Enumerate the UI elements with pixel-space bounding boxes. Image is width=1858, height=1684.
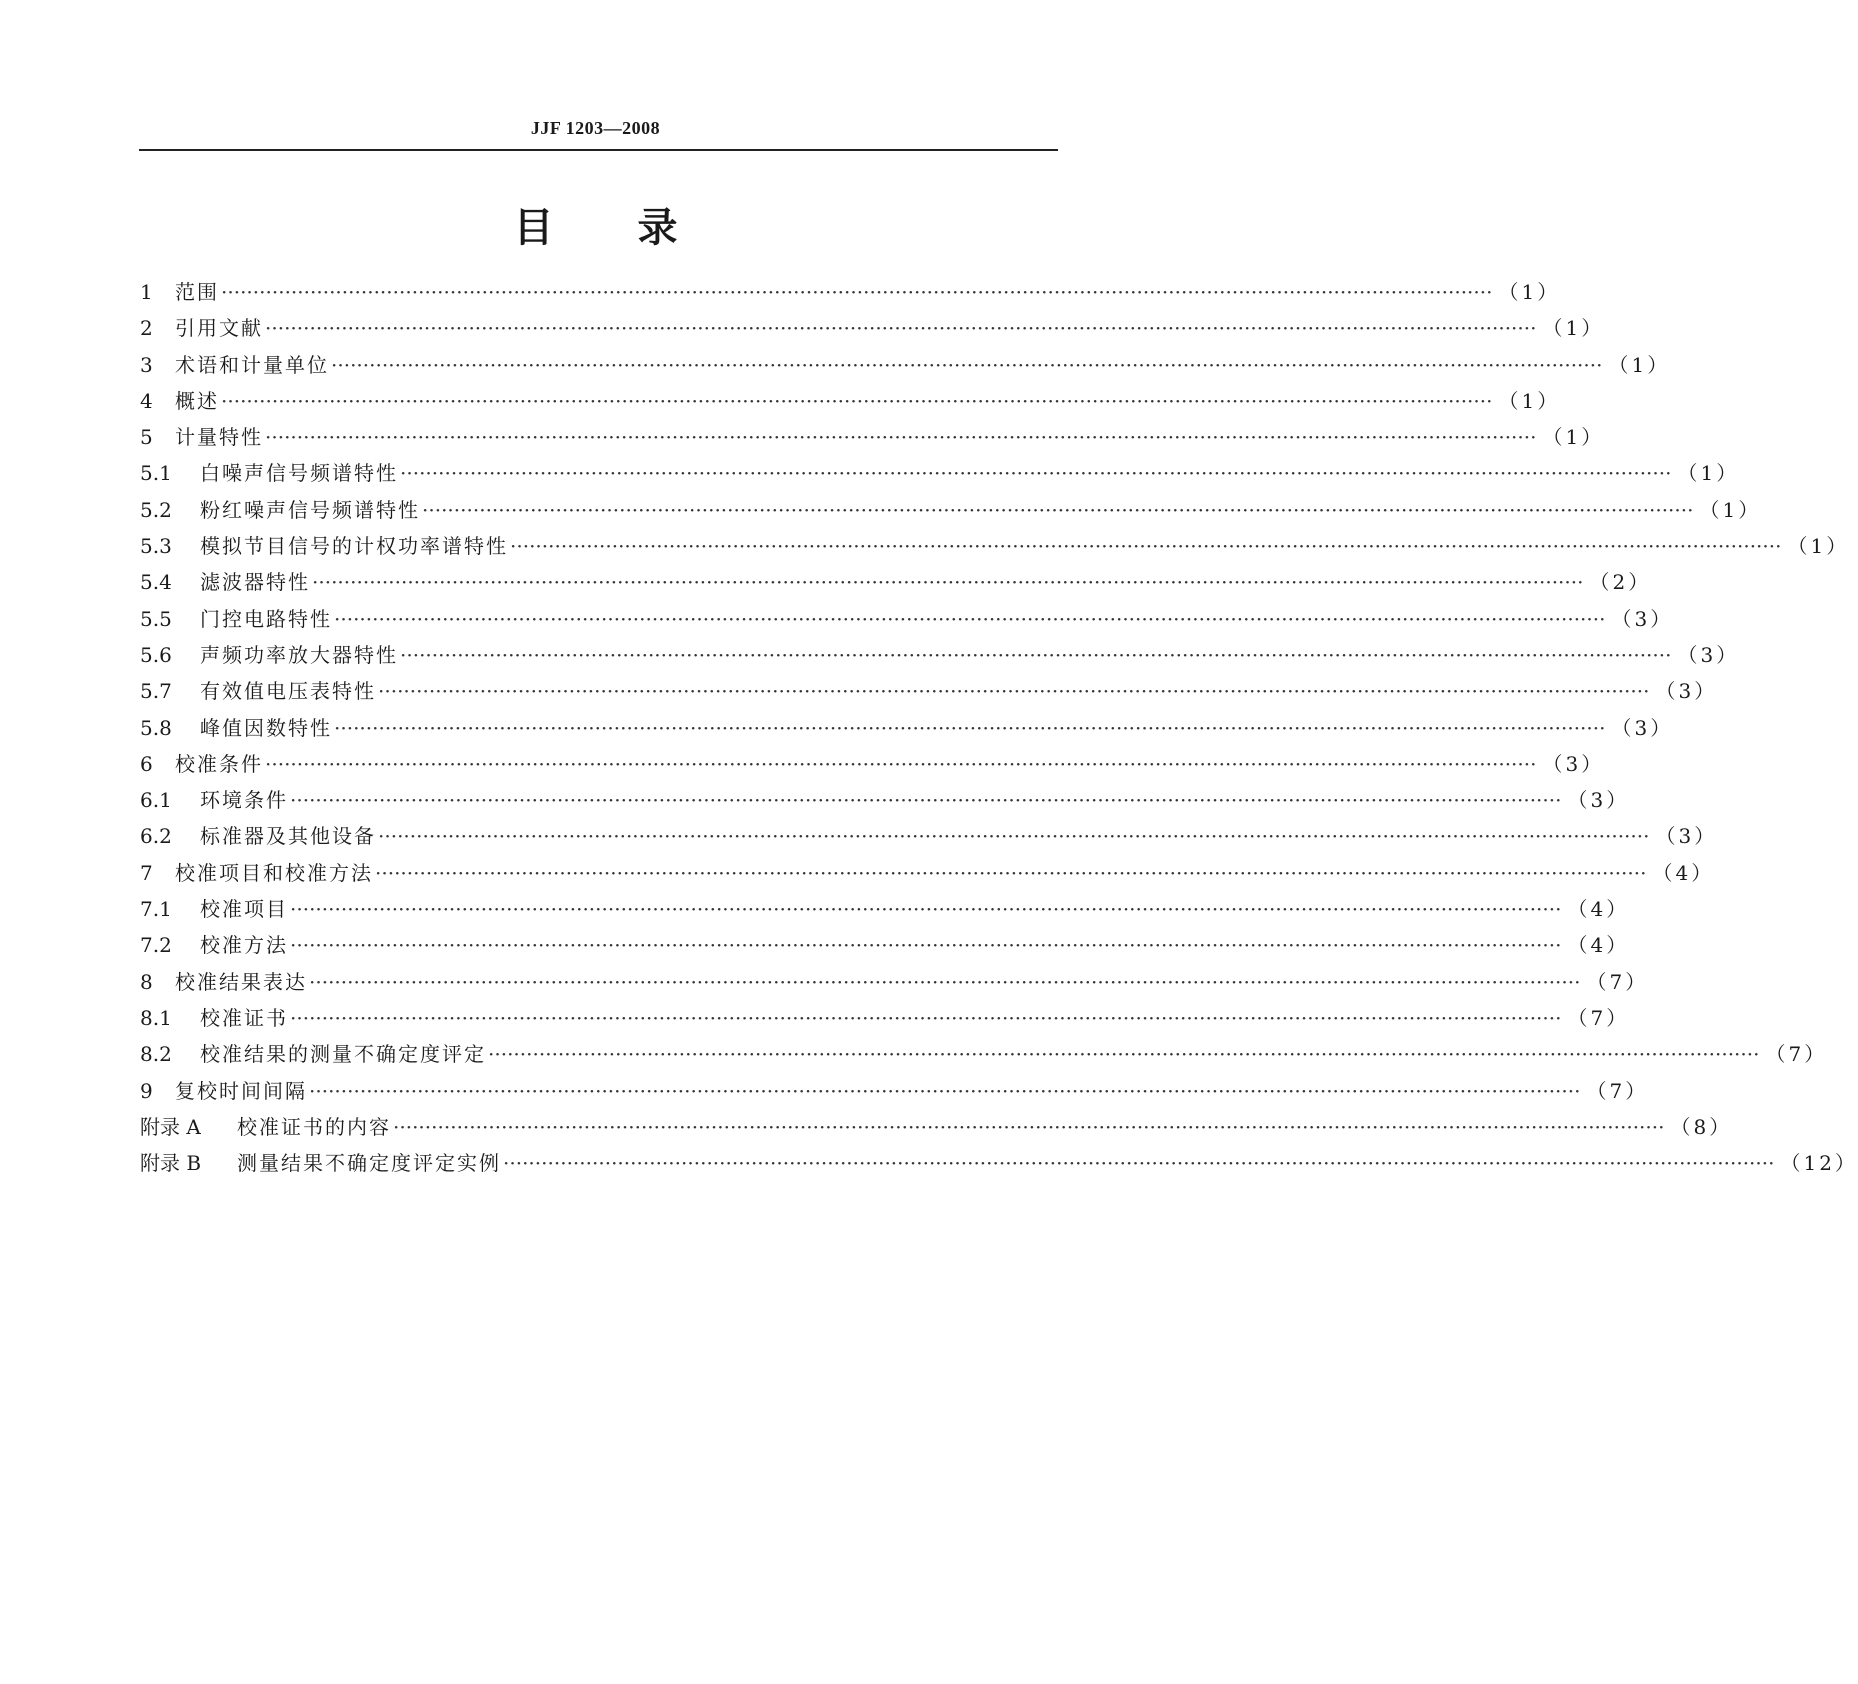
toc-entry-number: 6: [140, 751, 153, 776]
toc-entry-title: 术语和计量单位: [175, 352, 329, 377]
toc-entry-page: （1）: [1498, 280, 1561, 304]
header-rule: [139, 149, 1058, 151]
toc-entry-number: 5.2: [140, 497, 172, 522]
toc-entry-number: 9: [140, 1078, 153, 1103]
toc-entry-page: （4）: [1567, 897, 1630, 922]
table-of-contents: [140, 276, 1858, 1183]
toc-entry-title: 引用文献: [175, 316, 263, 341]
toc-entry-number: 8: [140, 969, 153, 994]
toc-entry-number: 6.2: [140, 824, 172, 849]
toc-entry-title: 测量结果不确定度评定实例: [237, 1151, 501, 1176]
toc-entry[interactable]: [140, 1147, 1858, 1183]
toc-leader-dots: ········································································································································································································: [221, 280, 1493, 304]
toc-entry-page: （1）: [1677, 461, 1740, 486]
toc-leader-dots: ········································································································································································································: [221, 388, 1493, 413]
toc-entry-page: （3）: [1611, 715, 1674, 740]
toc-entry[interactable]: [140, 385, 1561, 421]
toc-entry-page: （3）: [1655, 679, 1718, 704]
title-char-2: 录: [637, 205, 678, 251]
toc-entry-title: 校准结果表达: [175, 969, 307, 994]
toc-leader-dots: ········································································································································································································: [312, 570, 1584, 595]
toc-entry-number: 4: [140, 388, 153, 413]
document-code-header: JJF 1203—2008: [530, 118, 661, 138]
toc-entry-title: 校准证书的内容: [237, 1114, 391, 1139]
toc-entry-number: 2: [140, 316, 153, 341]
toc-entry-number: 5.6: [140, 642, 172, 667]
toc-entry-number: 1: [140, 280, 153, 304]
toc-entry-title: 环境条件: [200, 788, 288, 813]
toc-entry-page: （7）: [1567, 1005, 1630, 1030]
toc-entry-title: 白噪声信号频谱特性: [200, 461, 398, 486]
toc-entry[interactable]: [140, 494, 1762, 530]
toc-entry-page: （1）: [1699, 497, 1762, 522]
toc-entry-title: 校准结果的测量不确定度评定: [200, 1042, 486, 1067]
toc-entry[interactable]: [140, 349, 1671, 385]
toc-entry-number: 5.1: [140, 461, 172, 486]
toc-entry-title: 有效值电压表特性: [200, 679, 376, 704]
toc-entry[interactable]: [140, 893, 1630, 929]
toc-leader-dots: ········································································································································································································: [309, 969, 1581, 994]
toc-entry[interactable]: [140, 748, 1605, 784]
title-char-1: 目: [513, 205, 554, 251]
toc-entry-title: 粉红噪声信号频谱特性: [200, 497, 420, 522]
toc-entry-title: 校准项目: [200, 897, 288, 922]
toc-leader-dots: ········································································································································································································: [393, 1114, 1665, 1139]
toc-entry-page: （7）: [1586, 969, 1649, 994]
toc-entry-number: 附录 B: [140, 1151, 202, 1176]
toc-entry-number: 7.2: [140, 933, 172, 958]
toc-leader-dots: ········································································································································································································: [334, 606, 1606, 631]
toc-entry-title: 校准证书: [200, 1005, 288, 1030]
toc-entry-page: （3）: [1655, 824, 1718, 849]
page-title: [0, 196, 1191, 253]
toc-entry-page: （3）: [1611, 606, 1674, 631]
toc-leader-dots: ········································································································································································································: [400, 642, 1672, 667]
toc-entry[interactable]: [140, 712, 1674, 748]
toc-entry[interactable]: [140, 421, 1605, 457]
toc-entry[interactable]: [140, 1111, 1733, 1147]
toc-entry-number: 5.8: [140, 715, 172, 740]
toc-entry[interactable]: [140, 603, 1674, 639]
toc-leader-dots: ········································································································································································································: [290, 933, 1562, 958]
toc-entry[interactable]: [140, 530, 1850, 566]
toc-leader-dots: ········································································································································································································: [378, 679, 1650, 704]
toc-entry[interactable]: [140, 675, 1718, 711]
toc-entry[interactable]: [140, 966, 1649, 1002]
toc-leader-dots: ········································································································································································································: [290, 1005, 1562, 1030]
toc-leader-dots: ········································································································································································································: [265, 751, 1537, 776]
toc-entry-number: 5.4: [140, 570, 172, 595]
toc-entry[interactable]: [140, 1038, 1828, 1074]
toc-entry[interactable]: [140, 784, 1630, 820]
toc-leader-dots: ········································································································································································································: [378, 824, 1650, 849]
toc-leader-dots: ········································································································································································································: [375, 860, 1647, 885]
toc-entry-page: （8）: [1670, 1114, 1733, 1139]
toc-entry-title: 门控电路特性: [200, 606, 332, 631]
toc-leader-dots: ········································································································································································································: [422, 497, 1694, 522]
toc-entry-page: （3）: [1567, 788, 1630, 813]
toc-entry[interactable]: [140, 929, 1630, 965]
toc-entry-page: （1）: [1608, 352, 1671, 377]
toc-entry-page: （1）: [1542, 316, 1605, 341]
toc-entry-title: 标准器及其他设备: [200, 824, 376, 849]
toc-entry-page: （4）: [1567, 933, 1630, 958]
toc-entry-page: （1）: [1787, 534, 1850, 559]
toc-entry[interactable]: [140, 566, 1652, 602]
toc-entry-number: 3: [140, 352, 153, 377]
toc-leader-dots: ········································································································································································································: [265, 425, 1537, 450]
toc-entry-page: （1）: [1498, 388, 1561, 413]
toc-entry-number: 5: [140, 425, 153, 450]
toc-entry-page: （12）: [1780, 1151, 1858, 1176]
toc-entry-title: 计量特性: [175, 425, 263, 450]
toc-leader-dots: ········································································································································································································: [290, 897, 1562, 922]
toc-entry-title: 滤波器特性: [200, 570, 310, 595]
toc-entry-number: 5.7: [140, 679, 172, 704]
toc-entry-title: 校准条件: [175, 751, 263, 776]
toc-entry-title: 声频功率放大器特性: [200, 642, 398, 667]
toc-entry-page: （2）: [1589, 570, 1652, 595]
toc-entry-title: 校准项目和校准方法: [175, 860, 373, 885]
toc-entry[interactable]: [140, 639, 1740, 675]
toc-entry-number: 8.1: [140, 1005, 172, 1030]
toc-entry-number: 5.5: [140, 606, 172, 631]
toc-entry-number: 6.1: [140, 788, 172, 813]
toc-leader-dots: ········································································································································································································: [265, 316, 1537, 341]
toc-entry[interactable]: [140, 857, 1715, 893]
toc-entry-title: 概述: [175, 388, 219, 413]
toc-leader-dots: ········································································································································································································: [488, 1042, 1760, 1067]
toc-entry[interactable]: [140, 457, 1740, 493]
toc-entry-title: 峰值因数特性: [200, 715, 332, 740]
toc-entry[interactable]: [140, 276, 1561, 312]
toc-entry-number: 附录 A: [140, 1114, 201, 1139]
toc-leader-dots: ········································································································································································································: [400, 461, 1672, 486]
toc-leader-dots: ········································································································································································································: [309, 1078, 1581, 1103]
toc-leader-dots: ········································································································································································································: [334, 715, 1606, 740]
toc-entry-page: （1）: [1542, 425, 1605, 450]
toc-entry-number: 7.1: [140, 897, 172, 922]
toc-entry[interactable]: [140, 312, 1605, 348]
toc-entry-page: （3）: [1542, 751, 1605, 776]
toc-entry-title: 模拟节目信号的计权功率谱特性: [200, 534, 508, 559]
toc-leader-dots: ········································································································································································································: [503, 1151, 1775, 1176]
toc-entry-page: （4）: [1652, 860, 1715, 885]
toc-entry[interactable]: [140, 1075, 1649, 1111]
toc-entry-title: 校准方法: [200, 933, 288, 958]
toc-leader-dots: ········································································································································································································: [331, 352, 1603, 377]
toc-entry-number: 5.3: [140, 534, 172, 559]
toc-entry[interactable]: [140, 1002, 1630, 1038]
toc-entry-title: 复校时间间隔: [175, 1078, 307, 1103]
toc-leader-dots: ········································································································································································································: [290, 788, 1562, 813]
toc-entry-page: （7）: [1586, 1078, 1649, 1103]
toc-entry[interactable]: [140, 820, 1718, 856]
toc-entry-page: （3）: [1677, 642, 1740, 667]
toc-entry-title: 范围: [175, 280, 219, 304]
toc-entry-page: （7）: [1765, 1042, 1828, 1067]
toc-entry-number: 8.2: [140, 1042, 172, 1067]
toc-entry-number: 7: [140, 860, 153, 885]
toc-leader-dots: ········································································································································································································: [510, 534, 1782, 559]
